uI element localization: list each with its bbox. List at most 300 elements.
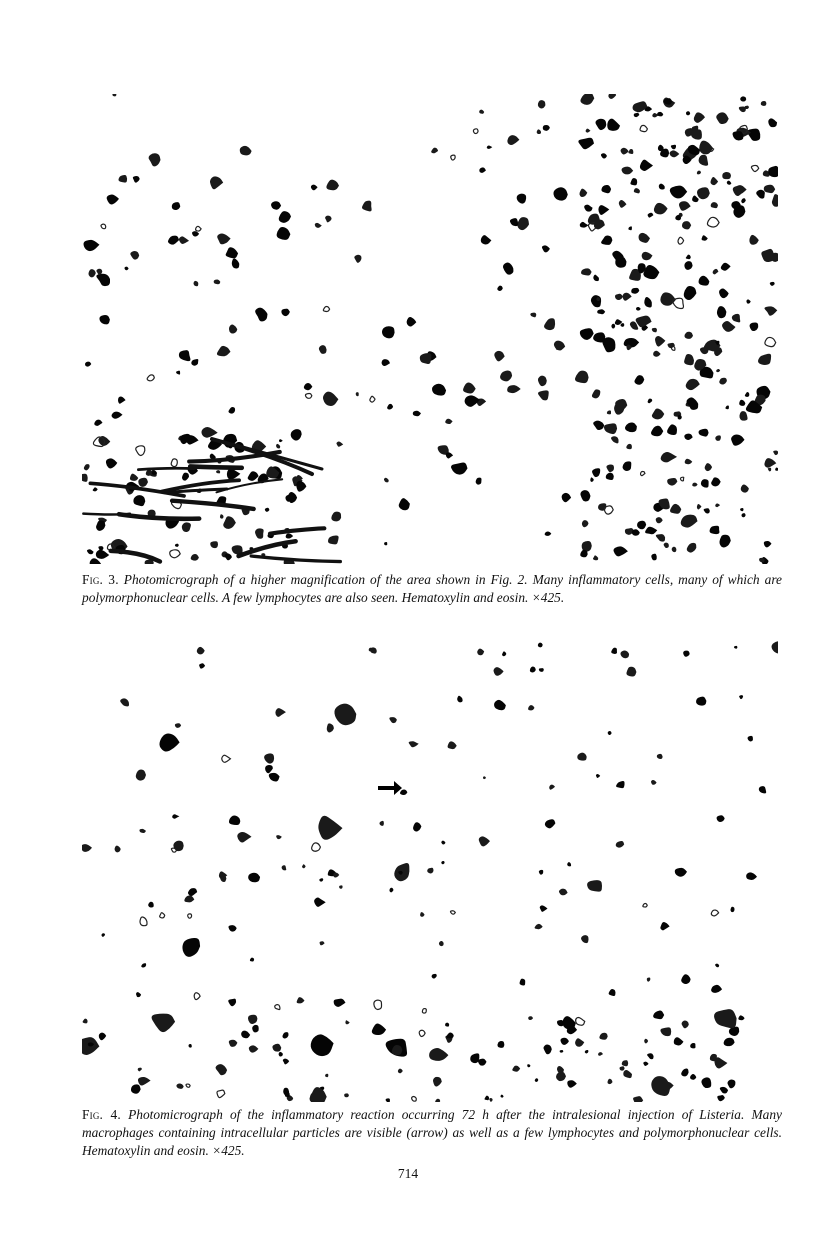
stained-cell bbox=[489, 1098, 492, 1102]
stained-cell bbox=[581, 935, 588, 943]
stained-cell bbox=[620, 323, 624, 327]
stained-cell bbox=[326, 180, 339, 191]
stained-cell bbox=[398, 1069, 403, 1074]
stained-cell bbox=[597, 309, 605, 314]
stained-cell bbox=[674, 1037, 684, 1045]
stained-cell bbox=[399, 498, 410, 510]
stained-cell bbox=[88, 269, 95, 277]
stained-cell bbox=[138, 1068, 142, 1072]
stained-cell bbox=[370, 396, 375, 402]
stained-cell bbox=[692, 196, 699, 203]
stained-cell bbox=[707, 217, 719, 227]
stained-cell bbox=[647, 978, 651, 982]
stained-cell bbox=[220, 514, 224, 518]
stained-cell bbox=[136, 770, 146, 781]
stained-cell bbox=[625, 422, 637, 432]
stained-cell bbox=[172, 202, 181, 210]
stained-cell bbox=[229, 1040, 238, 1047]
stained-cell bbox=[740, 508, 743, 511]
stained-cell bbox=[667, 424, 677, 435]
stained-cell bbox=[530, 313, 536, 318]
stained-cell bbox=[175, 723, 181, 728]
stained-cell bbox=[372, 1024, 386, 1036]
stained-cell bbox=[682, 1020, 689, 1028]
stained-cell bbox=[579, 189, 587, 197]
stained-cell bbox=[640, 125, 647, 131]
stained-cell bbox=[679, 201, 691, 211]
stained-cell bbox=[422, 1009, 426, 1013]
stained-cell bbox=[382, 326, 395, 338]
stained-cell bbox=[740, 96, 746, 101]
fibrous-streak bbox=[190, 466, 241, 467]
stained-cell bbox=[717, 815, 725, 822]
stained-cell bbox=[281, 309, 290, 316]
stained-cell bbox=[201, 427, 217, 438]
stained-cell bbox=[715, 435, 721, 440]
stained-cell bbox=[220, 875, 226, 882]
stained-cell bbox=[608, 1079, 613, 1084]
stained-cell bbox=[130, 474, 138, 481]
stained-cell bbox=[228, 999, 236, 1007]
stained-cell bbox=[759, 786, 766, 793]
stained-cell bbox=[249, 1045, 259, 1052]
stained-cell bbox=[291, 429, 302, 440]
stained-cell bbox=[136, 446, 145, 456]
stained-cell bbox=[714, 1009, 737, 1028]
stained-cell bbox=[741, 484, 749, 492]
stained-cell bbox=[119, 175, 128, 183]
stained-cell bbox=[653, 351, 661, 357]
stained-cell bbox=[429, 1048, 448, 1061]
stained-cell bbox=[325, 1074, 328, 1078]
stained-cell bbox=[587, 880, 602, 891]
stained-cell bbox=[194, 281, 199, 286]
stained-cell bbox=[319, 345, 327, 354]
stained-cell bbox=[601, 153, 607, 158]
stained-cell bbox=[661, 1082, 673, 1090]
stained-cell bbox=[311, 1034, 334, 1056]
stained-cell bbox=[304, 383, 313, 390]
stained-cell bbox=[594, 220, 605, 230]
stained-cell bbox=[84, 464, 90, 470]
stained-cell bbox=[82, 474, 88, 482]
stained-cell bbox=[775, 467, 778, 470]
stained-cell bbox=[222, 755, 231, 762]
stained-cell bbox=[264, 753, 274, 763]
stained-cell bbox=[701, 1077, 711, 1088]
stained-cell bbox=[319, 878, 323, 881]
stained-cell bbox=[325, 216, 331, 223]
stained-cell bbox=[657, 112, 663, 117]
stained-cell bbox=[171, 459, 177, 467]
stained-cell bbox=[420, 353, 432, 364]
stained-cell bbox=[772, 641, 778, 654]
stained-cell bbox=[545, 532, 552, 536]
stained-cell bbox=[659, 184, 665, 190]
stained-cell bbox=[331, 512, 341, 522]
stained-cell bbox=[223, 516, 236, 529]
stained-cell bbox=[528, 705, 534, 710]
stained-cell bbox=[620, 1066, 625, 1070]
stained-cell bbox=[539, 870, 543, 875]
stained-cell bbox=[554, 341, 565, 351]
stained-cell bbox=[539, 668, 544, 672]
stained-cell bbox=[736, 185, 747, 194]
stained-cell bbox=[652, 408, 664, 419]
stained-cell bbox=[479, 836, 490, 846]
stained-cell bbox=[643, 265, 659, 279]
stained-cell bbox=[451, 155, 455, 160]
stained-cell bbox=[172, 814, 179, 818]
stained-cell bbox=[690, 1074, 696, 1080]
stained-cell bbox=[581, 268, 592, 275]
stained-cell bbox=[584, 205, 592, 212]
stained-cell bbox=[611, 324, 615, 329]
stained-cell bbox=[386, 1098, 390, 1102]
stained-cell bbox=[441, 861, 444, 864]
stained-cell bbox=[94, 420, 102, 426]
stained-cell bbox=[96, 274, 110, 286]
stained-cell bbox=[152, 1014, 176, 1033]
stained-cell bbox=[756, 190, 765, 199]
stained-cell bbox=[719, 378, 727, 385]
stained-cell bbox=[439, 941, 444, 946]
stained-cell bbox=[711, 477, 721, 486]
stained-cell bbox=[596, 774, 600, 778]
stained-cell bbox=[336, 442, 343, 447]
stained-cell bbox=[500, 1095, 503, 1098]
stained-cell bbox=[657, 754, 663, 759]
stained-cell bbox=[344, 1093, 349, 1097]
stained-cell bbox=[512, 1066, 520, 1072]
stained-cell bbox=[93, 487, 98, 491]
stained-cell bbox=[717, 306, 726, 318]
stained-cell bbox=[608, 94, 616, 99]
stained-cell bbox=[279, 1052, 283, 1057]
stained-cell bbox=[276, 835, 282, 839]
stained-cell bbox=[457, 696, 462, 703]
figure-3-label: Fig. 3. bbox=[82, 572, 119, 587]
stained-cell bbox=[327, 723, 334, 732]
stained-cell bbox=[478, 1059, 487, 1066]
stained-cell bbox=[606, 473, 614, 480]
stained-cell bbox=[517, 194, 526, 204]
stained-cell bbox=[318, 816, 342, 840]
stained-cell bbox=[559, 889, 568, 896]
fibrous-streak bbox=[138, 468, 193, 469]
stained-cell bbox=[567, 862, 571, 866]
stained-cell bbox=[106, 458, 117, 468]
stained-cell bbox=[83, 1019, 88, 1024]
stained-cell bbox=[216, 470, 220, 473]
stained-cell bbox=[687, 543, 697, 553]
stained-cell bbox=[686, 379, 700, 390]
stained-cell bbox=[345, 1020, 349, 1024]
stained-cell bbox=[681, 974, 690, 984]
stained-cell bbox=[445, 1023, 449, 1027]
stained-cell bbox=[634, 113, 640, 117]
stained-cell bbox=[90, 558, 101, 564]
stained-cell bbox=[549, 785, 555, 790]
stained-cell bbox=[334, 704, 356, 726]
figure-4-caption-text: Photomicrograph of the inflammatory reaction occurring 72 h after the intralesional injection of Listeria. Many macrophages containing intracellular particles are visible (arrow) as well as a few lymphocytes and polymorphonuclear cells. Hematoxylin and eosin. ×425. bbox=[82, 1107, 782, 1158]
stained-cell bbox=[593, 555, 598, 560]
stained-cell bbox=[275, 708, 286, 717]
stained-cell bbox=[217, 346, 231, 356]
stained-cell bbox=[644, 297, 652, 307]
stained-cell bbox=[500, 371, 512, 382]
stained-cell bbox=[621, 148, 629, 155]
stained-cell bbox=[596, 119, 607, 130]
stained-cell bbox=[580, 222, 589, 228]
stained-cell bbox=[770, 282, 775, 286]
stained-cell bbox=[420, 912, 425, 917]
stained-cell bbox=[517, 217, 529, 230]
stained-cell bbox=[576, 1017, 585, 1025]
stained-cell bbox=[675, 868, 687, 877]
stained-cell bbox=[537, 129, 541, 134]
stained-cell bbox=[503, 263, 513, 275]
stained-cell bbox=[768, 118, 777, 127]
stained-cell bbox=[354, 255, 361, 263]
stained-cell bbox=[538, 390, 549, 400]
stained-cell bbox=[271, 201, 281, 209]
stained-cell bbox=[671, 145, 676, 149]
stained-cell bbox=[528, 1016, 533, 1020]
stained-cell bbox=[248, 873, 260, 882]
stained-cell bbox=[84, 240, 100, 251]
stained-cell bbox=[194, 993, 200, 1000]
stained-cell bbox=[507, 385, 521, 393]
stained-cell bbox=[540, 905, 548, 911]
stained-cell bbox=[686, 255, 691, 260]
stained-cell bbox=[302, 864, 306, 868]
stained-cell bbox=[435, 1099, 440, 1102]
stained-cell bbox=[682, 221, 691, 229]
figure-3-caption bbox=[82, 571, 782, 607]
stained-cell bbox=[382, 359, 390, 366]
stained-cell bbox=[630, 178, 637, 185]
stained-cell bbox=[136, 992, 141, 997]
stained-cell bbox=[704, 508, 710, 513]
fibrous-streak bbox=[239, 541, 296, 556]
stained-cell bbox=[580, 94, 594, 105]
stained-cell bbox=[296, 481, 306, 492]
stained-cell bbox=[407, 317, 417, 326]
stained-cell bbox=[427, 868, 433, 874]
stained-cell bbox=[680, 477, 683, 481]
stained-cell bbox=[544, 318, 555, 330]
stained-cell bbox=[653, 1011, 664, 1020]
figure-3-micrograph-image bbox=[82, 94, 778, 564]
stained-cell bbox=[632, 529, 640, 535]
stained-cell bbox=[623, 461, 632, 471]
stained-cell bbox=[719, 289, 729, 299]
stained-cell bbox=[580, 328, 594, 340]
stained-cell bbox=[182, 473, 189, 481]
stained-cell bbox=[768, 468, 771, 472]
stained-cell bbox=[124, 267, 128, 271]
stained-cell bbox=[248, 1015, 257, 1024]
stained-cell bbox=[645, 527, 657, 534]
stained-cell bbox=[654, 203, 668, 215]
stained-cell bbox=[664, 543, 669, 548]
stained-cell bbox=[651, 780, 657, 785]
stained-cell bbox=[400, 789, 407, 795]
stained-cell bbox=[297, 997, 305, 1003]
stained-cell bbox=[701, 479, 709, 487]
stained-cell bbox=[101, 224, 106, 229]
stained-cell bbox=[725, 405, 729, 409]
stained-cell bbox=[715, 503, 720, 507]
stained-cell bbox=[159, 733, 179, 751]
stained-cell bbox=[138, 478, 148, 487]
stained-cell bbox=[590, 477, 594, 481]
stained-cell bbox=[543, 1044, 551, 1054]
stained-cell bbox=[622, 167, 634, 175]
fibrous-streak bbox=[119, 514, 199, 519]
stained-cell bbox=[387, 404, 393, 410]
stained-cell bbox=[598, 1052, 603, 1056]
stained-cell bbox=[607, 119, 620, 131]
stained-cell bbox=[334, 999, 346, 1007]
stained-cell bbox=[101, 933, 105, 937]
stained-cell bbox=[191, 554, 199, 561]
stained-cell bbox=[118, 396, 126, 403]
stained-cell bbox=[479, 110, 484, 114]
stained-cell bbox=[746, 872, 757, 880]
stained-cell bbox=[732, 314, 740, 322]
stained-cell bbox=[628, 149, 633, 154]
stained-cell bbox=[563, 1016, 576, 1030]
stained-cell bbox=[690, 1043, 695, 1048]
stained-cell bbox=[715, 964, 719, 968]
stained-cell bbox=[593, 421, 604, 430]
stained-cell bbox=[727, 181, 732, 185]
stained-cell bbox=[651, 426, 663, 437]
fibrous-streak bbox=[111, 551, 160, 562]
stained-cell bbox=[370, 647, 376, 653]
stained-cell bbox=[339, 885, 343, 888]
stained-cell bbox=[356, 392, 359, 396]
stained-cell bbox=[502, 651, 506, 656]
stained-cell bbox=[730, 907, 734, 912]
stained-cell bbox=[431, 148, 438, 154]
stained-cell bbox=[147, 375, 154, 381]
stained-cell bbox=[389, 888, 393, 893]
stained-cell bbox=[678, 237, 684, 244]
stained-cell bbox=[580, 550, 587, 558]
stained-cell bbox=[248, 471, 259, 481]
stained-cell bbox=[731, 435, 744, 446]
stained-cell bbox=[191, 359, 198, 366]
stained-cell bbox=[538, 643, 543, 648]
stained-cell bbox=[241, 1031, 250, 1039]
stained-cell bbox=[85, 362, 91, 367]
stained-cell bbox=[139, 829, 146, 833]
stained-cell bbox=[608, 731, 612, 735]
stained-cell bbox=[279, 211, 291, 223]
stained-cell bbox=[463, 383, 476, 394]
stained-cell bbox=[713, 269, 719, 275]
stained-cell bbox=[560, 1038, 568, 1045]
stained-cell bbox=[188, 914, 192, 918]
stained-cell bbox=[607, 410, 611, 414]
stained-cell bbox=[761, 101, 767, 106]
stained-cell bbox=[433, 1077, 442, 1087]
stained-cell bbox=[473, 129, 478, 134]
stained-cell bbox=[626, 444, 632, 449]
stained-cell bbox=[711, 177, 719, 185]
stained-cell bbox=[323, 392, 338, 406]
stained-cell bbox=[660, 1027, 671, 1036]
stained-cell bbox=[764, 541, 772, 547]
stained-cell bbox=[670, 150, 680, 157]
stained-cell bbox=[642, 252, 653, 260]
stained-cell bbox=[184, 435, 198, 445]
stained-cell bbox=[719, 535, 730, 548]
stained-cell bbox=[697, 187, 710, 199]
stained-cell bbox=[585, 1050, 589, 1053]
stained-cell bbox=[115, 846, 121, 853]
stained-cell bbox=[673, 298, 684, 308]
stained-cell bbox=[684, 261, 692, 270]
stained-cell bbox=[626, 667, 636, 677]
stained-cell bbox=[628, 226, 632, 230]
stained-cell bbox=[133, 176, 140, 183]
stained-cell bbox=[611, 436, 618, 443]
stained-cell bbox=[599, 1033, 607, 1040]
stained-cell bbox=[593, 275, 599, 281]
stained-cell bbox=[99, 315, 109, 324]
stained-cell bbox=[160, 913, 165, 918]
stained-cell bbox=[648, 213, 654, 218]
stained-cell bbox=[647, 1053, 653, 1059]
stained-cell bbox=[748, 736, 753, 742]
stained-cell bbox=[120, 698, 129, 706]
stained-cell bbox=[494, 351, 504, 361]
stained-cell bbox=[476, 478, 482, 485]
stained-cell bbox=[601, 185, 611, 193]
stained-cell bbox=[542, 245, 550, 252]
stained-cell bbox=[580, 490, 590, 501]
stained-cell bbox=[168, 236, 179, 245]
stained-cell bbox=[182, 522, 191, 532]
stained-cell bbox=[210, 541, 218, 548]
stained-cell bbox=[562, 493, 571, 502]
stained-cell bbox=[479, 167, 486, 172]
stained-cell bbox=[765, 337, 776, 346]
stained-cell bbox=[747, 129, 760, 141]
stained-cell bbox=[413, 411, 421, 417]
stained-cell bbox=[699, 141, 713, 155]
stained-cell bbox=[173, 841, 183, 851]
stained-cell bbox=[733, 131, 744, 140]
stained-cell bbox=[697, 504, 702, 510]
stained-cell bbox=[670, 504, 681, 514]
stained-cell bbox=[252, 1025, 259, 1033]
stained-cell bbox=[655, 336, 665, 347]
stained-cell bbox=[494, 700, 506, 710]
stained-cell bbox=[483, 776, 486, 779]
stained-cell bbox=[616, 841, 624, 848]
stained-cell bbox=[639, 233, 650, 243]
stained-cell bbox=[445, 419, 452, 424]
stained-cell bbox=[175, 544, 179, 547]
stained-cell bbox=[620, 651, 629, 659]
stained-cell bbox=[487, 145, 493, 148]
stained-cell bbox=[279, 439, 283, 442]
